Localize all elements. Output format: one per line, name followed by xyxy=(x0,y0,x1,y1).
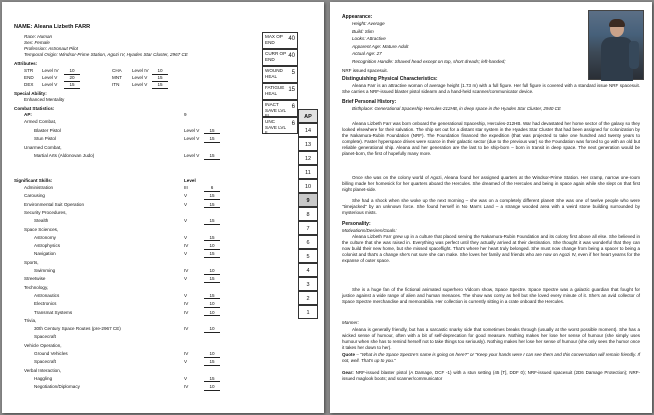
attribute-level: Level V xyxy=(42,75,58,80)
appearance-item: Actual Age: 27 xyxy=(352,51,382,57)
personality-p2: She is a huge fan of the fictional animated superhero Vidcom show, Space Spectre. Space Spectre was a galactic guardian that fought for justice against a wide range of alien and human menaces. The show was corny as hell but she loved every minute of it. She's an avid collector of Space Spectre merchandise and memorabilia. Her collection is currently sitting in a crate onboard the Hercules. xyxy=(342,287,640,305)
character-sheet-page-1 xyxy=(2,2,324,413)
skill-name: Space Sciences, xyxy=(24,226,59,232)
ap-label: AP: xyxy=(24,112,32,117)
ap-track-cell: 13 xyxy=(298,137,318,151)
combat-statistics-heading: Combat Statistics: xyxy=(14,106,55,111)
combat-value: 15 xyxy=(204,153,220,160)
ap-track-cell: 8 xyxy=(298,207,318,221)
skill-value: 15 xyxy=(204,202,220,209)
quote-label: Quote xyxy=(342,352,355,357)
attribute-name: END xyxy=(24,75,34,80)
attribute-value: 15 xyxy=(152,75,168,82)
skill-level: IV xyxy=(184,243,189,249)
sex: Sex: Female xyxy=(24,40,50,45)
combat-skill: Blaster Pistol xyxy=(34,127,61,133)
combat-value: 15 xyxy=(204,128,220,135)
physical-text: Aleana Farr is an attractive woman of average height (1.73 m) with a full figure. Her full figure is covered with a standard issue NRF spacesuit. She carries a NRF-issued blaster pistol sidearm and a hand-held scanner/communicator device. xyxy=(342,83,640,95)
history-p3: She had a shock when she woke up the next morning – she was on a completely different planet! She was one of twelve people who were "timejacked" by an unknown force. She found herself in No Man's Land – a strange wooded area with a weird stone building surrounded by mysterious mists. xyxy=(342,198,640,216)
skill-value: 15 xyxy=(204,293,220,300)
skill-level: V xyxy=(184,234,188,240)
combat-skill: Armed Combat, xyxy=(24,119,57,124)
skill-value: 15 xyxy=(204,359,220,366)
ap-track-cell: 12 xyxy=(298,151,318,165)
personality-p1: Aleana Lizbeth Farr grew up in a culture that placed serving the Nakamura-Rubin Foundation and its colony first above all else. She believed in the culture that she was raised in. Everything was perfect until they actually arrived at their destination. She thought it was wonderful that they can now build their new home, but she missed spaceflight. That's where her heart truly belonged. She must now change from being a spacer to being a colonist and that's a change she's not sure she can make. She loves her family and friends who are now on Agozi IV, even if her heart yearns for the expanse of outer space. xyxy=(342,234,640,264)
ap-track-cell: 10 xyxy=(298,179,318,193)
skill-value: 10 xyxy=(204,351,220,358)
ap-track-cell: 4 xyxy=(298,263,318,277)
skill-value: 15 xyxy=(204,218,220,225)
skill-level: V xyxy=(184,292,188,298)
status-box xyxy=(262,117,298,134)
skill-value: 6 xyxy=(204,185,220,192)
appearance-item: Build: Slim xyxy=(352,28,374,34)
appearance-heading: Appearance: xyxy=(342,14,373,20)
status-box-label: WOUND HEAL xyxy=(265,68,283,79)
skill-name: Swimming xyxy=(34,268,56,273)
ap-track-header: AP xyxy=(298,109,318,123)
manner-text: Aleana is generally friendly, but has a sarcastic snarky side that sometimes breaks through (usually at the worst possible moment). She has a wicked sense of humour, often with a bit of self-deprecation for good measure. Nothing makes her lose her sense of humour (she simply uses humour when she has to remind herself not to take things too seriously). Nothing makes her lose her sense of humour (she only sees the humor once it takes her down to her). xyxy=(342,327,640,351)
attribute-level: Level V xyxy=(132,75,148,80)
attribute-value: 10 xyxy=(64,68,80,75)
skill-level: IV xyxy=(184,384,189,390)
skill-level: IV xyxy=(184,268,189,273)
attribute-name: STR xyxy=(24,68,34,73)
race: Race: Human xyxy=(24,34,53,39)
skill-level: V xyxy=(184,359,188,365)
attribute-value: 10 xyxy=(152,68,168,75)
status-box xyxy=(262,100,298,117)
combat-level: Level V xyxy=(184,136,200,141)
history-p2: Once she was on the colony world of Agozi, Aleana found her assigned quarters at the Windsor-Prime Station. Her cramp, narrow one-room billing made her homesick for her quarters aboard the Hercules. She dreamed of the Hercules and being in space again while she slept on that first night planet-side. xyxy=(342,175,640,193)
attribute-name: CHA xyxy=(112,68,122,73)
status-box-label: CURR OP END xyxy=(265,51,287,62)
skill-name: Negotiation/Diplomacy xyxy=(34,384,80,390)
skill-name: Streetwise xyxy=(24,276,46,282)
skill-level: IV xyxy=(184,301,189,307)
status-box-value: 5 xyxy=(291,70,295,76)
appearance-tail: NRF issued spacesuit. xyxy=(342,68,388,73)
skill-value: 10 xyxy=(204,301,220,308)
skill-name: Astronomy xyxy=(34,234,56,240)
ap-track-cell: 9 xyxy=(298,193,318,207)
skill-value: 10 xyxy=(204,243,220,250)
attribute-name: MNT xyxy=(112,75,122,80)
skill-name: Spacecraft xyxy=(34,334,56,340)
personality-heading: Personality: xyxy=(342,221,371,227)
physical-heading: Distinguishing Physical Characteristics: xyxy=(342,76,438,82)
skill-value: 10 xyxy=(204,310,220,317)
skill-name: Verbal Interaction, xyxy=(24,367,62,373)
name-line xyxy=(14,24,90,31)
skill-level: IV xyxy=(184,309,189,315)
skill-value: 15 xyxy=(204,235,220,242)
ap-track-cell: 11 xyxy=(298,165,318,179)
status-box-value: 15 xyxy=(288,87,295,93)
attributes-heading: Attributes: xyxy=(14,61,38,66)
combat-value: 15 xyxy=(204,136,220,143)
skill-name: Vehicle Operation, xyxy=(24,342,62,348)
attribute-value: 15 xyxy=(152,82,168,89)
skill-level: III xyxy=(184,185,188,190)
skill-name: Haggling xyxy=(34,375,53,381)
attribute-value: 15 xyxy=(64,82,80,89)
special-ability: Enhanced Mentality xyxy=(24,97,65,102)
ap-track-cell: 14 xyxy=(298,123,318,137)
ap-value: 9 xyxy=(184,112,187,117)
combat-skill: Martial Arts (Aldonovan Judo) xyxy=(34,153,95,158)
skill-name: Administration xyxy=(24,185,54,190)
ap-track-cell: 3 xyxy=(298,277,318,291)
skill-level: V xyxy=(184,276,188,282)
skill-level: IV xyxy=(184,351,189,356)
combat-level: Level V xyxy=(184,127,200,133)
quote-text: – "What in the Space Spectre's name is going on here?" or "Keep your hands were I can see them and this conversation will remain friendly. If not, well. That's up to you." xyxy=(342,352,640,364)
skill-level: V xyxy=(184,193,188,199)
skill-name: Stealth xyxy=(34,218,49,224)
attribute-level: Level V xyxy=(42,82,58,87)
ap-track-cell: 2 xyxy=(298,291,318,305)
attribute-name: DEX xyxy=(24,82,34,87)
birthplace: Birthplace: Generational Spaceship Hercules-212HB, in deep space in the Hyades Star Cluster, 2940 CE xyxy=(352,106,561,111)
history-p1: Aleana Lizbeth Farr was born onboard the generational Spaceship, Hercules-212HB. War had devastated her home sector of the galaxy so they looked elsewhere for their salvation. The ship set out for a distant star system in the Hyades Star Cluster that had been assigned for colonization by the Nakamura-Rubin Foundation (NRF). The Foundation financed the expedition (that was projected to take one hundred and twenty years to complete). Faster hyperspace drives were scarce in their galactic sector (due to the previous war) so the Foundation was forced to go with an old but reliable generational ship. Aleana and her generation are the last to be ship-born – born in transit in deep space. The next generation would be planet-born, the first of hopefully many more. xyxy=(342,121,640,157)
status-box-label: UNC SAVE LVL II xyxy=(265,119,286,135)
status-box xyxy=(262,32,298,49)
portrait-hair xyxy=(609,19,625,27)
skill-value: 15 xyxy=(204,276,220,283)
status-box-label: FATIGUE HEAL xyxy=(265,85,285,96)
status-box xyxy=(262,49,298,66)
gear-label: Gear: xyxy=(342,370,354,375)
status-box-value: 40 xyxy=(288,53,295,59)
gear-text: NRF-issued blaster pistol (A Damage, DCF -1) with a stun setting (45 [T], DDF 0); NRF-issued spacesuit (2D6 Damage Protection); NRF-issued maglook boots; and scanner/communicator xyxy=(342,370,640,382)
name-label: NAME: xyxy=(14,24,33,30)
status-box xyxy=(262,66,298,83)
special-ability-heading: Special Ability: xyxy=(14,91,47,96)
skill-name: Environmental Suit Operation xyxy=(24,201,85,207)
appearance-item: Height: Average xyxy=(352,21,385,26)
quote xyxy=(342,352,640,364)
skill-level: V xyxy=(184,201,188,207)
skill-value: 10 xyxy=(204,326,220,333)
gear xyxy=(342,370,640,382)
status-box-value: 6 xyxy=(291,121,295,127)
skill-name: 30th Century Space Routes (pre-2967 CE) xyxy=(34,326,121,332)
attribute-name: ITN xyxy=(112,82,120,87)
character-name: Aleana Lizbeth FARR xyxy=(33,24,91,30)
history-heading: Brief Personal History: xyxy=(342,99,397,105)
ap-track-cell: 6 xyxy=(298,235,318,249)
skill-value: 15 xyxy=(204,251,220,258)
skill-name: Carousing xyxy=(24,193,45,199)
ap-track-cell: 7 xyxy=(298,221,318,235)
appearance-item: Looks: Attractive xyxy=(352,36,386,42)
skill-value: 15 xyxy=(204,193,220,200)
status-box-value: 40 xyxy=(288,36,295,42)
ap-track-cell: 1 xyxy=(298,305,318,319)
skill-name: Technology, xyxy=(24,284,49,290)
skill-level: V xyxy=(184,251,188,257)
skill-value: 10 xyxy=(204,384,220,391)
appearance-item: Recognition Handle: Shaved head except on top, short dreads; left-handed; xyxy=(352,59,506,64)
combat-level: Level V xyxy=(184,153,200,158)
skill-value: 15 xyxy=(204,376,220,383)
skill-name: Sports, xyxy=(24,259,39,265)
appearance-item: Apparent Age: Mature Adult xyxy=(352,43,409,49)
status-box-label: INACT SAVE LVL III xyxy=(265,102,286,118)
character-portrait xyxy=(588,10,644,80)
skill-level: V xyxy=(184,375,188,381)
skill-name: Spacecraft xyxy=(34,359,56,365)
skill-level: IV xyxy=(184,326,189,332)
skill-name: Transmat Systems xyxy=(34,309,73,315)
skill-name: Ground Vehicles xyxy=(34,351,68,356)
skill-name: Electronics xyxy=(34,301,57,307)
portrait-arm xyxy=(629,41,639,69)
level-heading: Level xyxy=(184,178,196,183)
skill-name: Astrophysics xyxy=(34,243,61,249)
skill-name: Trivia, xyxy=(24,317,37,323)
combat-skill: Unarmed Combat, xyxy=(24,144,62,150)
skill-name: Security Procedures, xyxy=(24,209,67,215)
character-sheet-page-2 xyxy=(330,2,652,413)
skill-level: V xyxy=(184,218,188,224)
manner-heading: Manner: xyxy=(342,320,359,325)
combat-skill: Stun Pistol xyxy=(34,136,56,141)
skill-name: Navigation xyxy=(34,251,56,257)
attribute-level: Level IV xyxy=(132,68,149,73)
motivations-subheading: Motivations/Desires/Goals: xyxy=(342,228,397,233)
skill-value: 10 xyxy=(204,268,220,275)
skill-name: Astronautics xyxy=(34,292,60,298)
status-box-label: MAX OP END xyxy=(265,34,283,45)
attribute-level: Level IV xyxy=(42,68,59,73)
skills-heading: Significant Skills: xyxy=(14,178,53,183)
attribute-level: Level V xyxy=(132,82,148,87)
attribute-value: 20 xyxy=(64,75,80,82)
temporal-origin: Temporal Origin: Windsor-Prime Station, Agozi IV, Hyades Star Cluster, 2967 CE xyxy=(24,52,188,57)
profession: Profession: Astronaut Pilot xyxy=(24,46,78,51)
ap-track-cell: 5 xyxy=(298,249,318,263)
status-box xyxy=(262,83,298,100)
status-box-value: 6 xyxy=(291,104,295,110)
